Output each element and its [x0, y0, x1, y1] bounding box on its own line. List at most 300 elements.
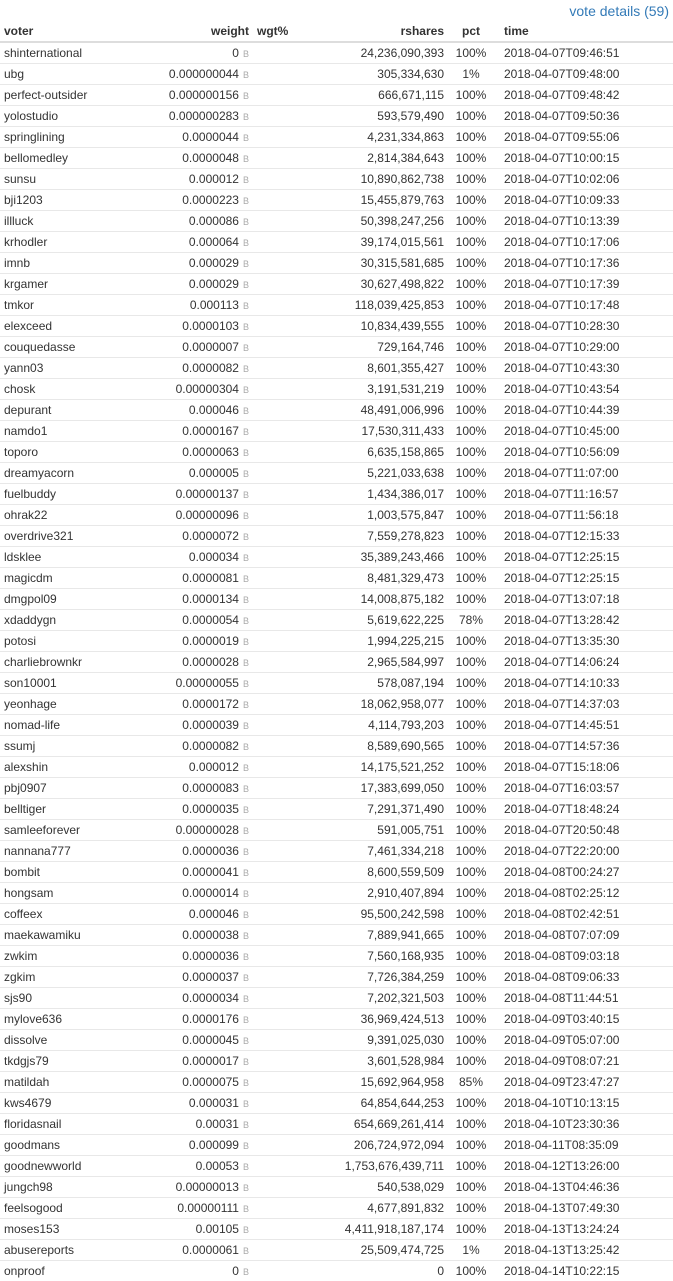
weight-cell: [134, 316, 253, 337]
steem-b-icon: B: [243, 343, 249, 353]
table-row: [0, 400, 673, 421]
table-row: [0, 715, 673, 736]
pct-value: 100%: [448, 484, 494, 505]
vote-time: 2018-04-07T10:17:48: [494, 295, 673, 316]
weight-value: 0.000086: [189, 214, 239, 228]
table-row: [0, 442, 673, 463]
weight-cell: [134, 337, 253, 358]
wgt-percent-cell: [253, 232, 299, 253]
voter-name: sunsu: [0, 169, 134, 190]
wgt-percent-cell: [253, 967, 299, 988]
pct-value: 100%: [448, 673, 494, 694]
rshares-value: 15,455,879,763: [299, 190, 448, 211]
voter-name: imnb: [0, 253, 134, 274]
voter-name: jungch98: [0, 1177, 134, 1198]
voter-name: magicdm: [0, 568, 134, 589]
rshares-value: 1,003,575,847: [299, 505, 448, 526]
vote-time: 2018-04-07T10:43:54: [494, 379, 673, 400]
wgt-percent-cell: [253, 1030, 299, 1051]
rshares-value: 95,500,242,598: [299, 904, 448, 925]
vote-time: 2018-04-07T14:37:03: [494, 694, 673, 715]
pct-value: 100%: [448, 652, 494, 673]
weight-value: 0.0000037: [182, 970, 239, 984]
rshares-value: 1,434,386,017: [299, 484, 448, 505]
steem-b-icon: B: [243, 910, 249, 920]
steem-b-icon: B: [243, 112, 249, 122]
steem-b-icon: B: [243, 469, 249, 479]
weight-value: 0.0000014: [182, 886, 239, 900]
pct-value: 100%: [448, 799, 494, 820]
steem-b-icon: B: [243, 1078, 249, 1088]
vote-time: 2018-04-07T18:48:24: [494, 799, 673, 820]
steem-b-icon: B: [243, 1183, 249, 1193]
vote-time: 2018-04-07T10:17:06: [494, 232, 673, 253]
weight-cell: [134, 1030, 253, 1051]
voter-name: zwkim: [0, 946, 134, 967]
steem-b-icon: B: [243, 91, 249, 101]
weight-cell: [134, 442, 253, 463]
table-row: [0, 1030, 673, 1051]
weight-value: 0.000029: [189, 277, 239, 291]
pct-value: 100%: [448, 106, 494, 127]
weight-value: 0.0000072: [182, 529, 239, 543]
vote-time: 2018-04-10T10:13:15: [494, 1093, 673, 1114]
rshares-value: 7,560,168,935: [299, 946, 448, 967]
weight-value: 0.000000156: [169, 88, 239, 102]
rshares-value: 39,174,015,561: [299, 232, 448, 253]
wgt-percent-cell: [253, 652, 299, 673]
weight-value: 0.0000082: [182, 739, 239, 753]
voter-name: samleeforever: [0, 820, 134, 841]
voter-name: coffeex: [0, 904, 134, 925]
steem-b-icon: B: [243, 217, 249, 227]
table-row: [0, 1219, 673, 1240]
wgt-percent-cell: [253, 988, 299, 1009]
vote-time: 2018-04-09T05:07:00: [494, 1030, 673, 1051]
weight-value: 0.00000137: [176, 487, 239, 501]
voter-name: onproof: [0, 1261, 134, 1281]
steem-b-icon: B: [243, 805, 249, 815]
table-row: [0, 1240, 673, 1261]
rshares-value: 654,669,261,414: [299, 1114, 448, 1135]
weight-value: 0.0000036: [182, 949, 239, 963]
rshares-value: 593,579,490: [299, 106, 448, 127]
steem-b-icon: B: [243, 532, 249, 542]
steem-b-icon: B: [243, 553, 249, 563]
table-row: [0, 1093, 673, 1114]
rshares-value: 7,291,371,490: [299, 799, 448, 820]
pct-value: 85%: [448, 1072, 494, 1093]
rshares-value: 7,461,334,218: [299, 841, 448, 862]
voter-name: tmkor: [0, 295, 134, 316]
pct-value: 1%: [448, 64, 494, 85]
voter-name: mylove636: [0, 1009, 134, 1030]
table-row: [0, 925, 673, 946]
table-row: [0, 253, 673, 274]
vote-time: 2018-04-10T23:30:36: [494, 1114, 673, 1135]
wgt-percent-cell: [253, 1261, 299, 1281]
weight-cell: [134, 463, 253, 484]
weight-value: 0.000000283: [169, 109, 239, 123]
pct-value: 100%: [448, 421, 494, 442]
steem-b-icon: B: [243, 1225, 249, 1235]
rshares-value: 7,559,278,823: [299, 526, 448, 547]
pct-value: 100%: [448, 148, 494, 169]
weight-value: 0.0000103: [182, 319, 239, 333]
pct-value: 100%: [448, 883, 494, 904]
vote-time: 2018-04-07T12:15:33: [494, 526, 673, 547]
votes-table: [0, 21, 673, 1281]
voter-name: tkdgjs79: [0, 1051, 134, 1072]
rshares-value: 14,175,521,252: [299, 757, 448, 778]
steem-b-icon: B: [243, 1015, 249, 1025]
steem-b-icon: B: [243, 847, 249, 857]
pct-value: 100%: [448, 127, 494, 148]
steem-b-icon: B: [243, 1120, 249, 1130]
weight-value: 0.0000176: [182, 1012, 239, 1026]
wgt-percent-cell: [253, 883, 299, 904]
rshares-value: 7,889,941,665: [299, 925, 448, 946]
voter-name: yann03: [0, 358, 134, 379]
pct-value: 100%: [448, 967, 494, 988]
steem-b-icon: B: [243, 1099, 249, 1109]
voter-name: dissolve: [0, 1030, 134, 1051]
wgt-percent-cell: [253, 631, 299, 652]
rshares-value: 8,481,329,473: [299, 568, 448, 589]
steem-b-icon: B: [243, 175, 249, 185]
rshares-value: 17,530,311,433: [299, 421, 448, 442]
vote-time: 2018-04-08T02:25:12: [494, 883, 673, 904]
weight-cell: [134, 925, 253, 946]
rshares-value: 305,334,630: [299, 64, 448, 85]
rshares-value: 8,589,690,565: [299, 736, 448, 757]
pct-value: 100%: [448, 925, 494, 946]
pct-value: 100%: [448, 1114, 494, 1135]
wgt-percent-cell: [253, 42, 299, 64]
steem-b-icon: B: [243, 742, 249, 752]
rshares-value: 7,726,384,259: [299, 967, 448, 988]
wgt-percent-cell: [253, 127, 299, 148]
vote-time: 2018-04-07T15:18:06: [494, 757, 673, 778]
pct-value: 100%: [448, 736, 494, 757]
pct-value: 100%: [448, 232, 494, 253]
weight-value: 0.0000134: [182, 592, 239, 606]
wgt-percent-cell: [253, 400, 299, 421]
wgt-percent-cell: [253, 904, 299, 925]
steem-b-icon: B: [243, 1141, 249, 1151]
vote-time: 2018-04-07T10:45:00: [494, 421, 673, 442]
table-row: [0, 148, 673, 169]
weight-cell: [134, 85, 253, 106]
steem-b-icon: B: [243, 784, 249, 794]
rshares-value: 666,671,115: [299, 85, 448, 106]
wgt-percent-cell: [253, 589, 299, 610]
wgt-percent-cell: [253, 1051, 299, 1072]
weight-cell: [134, 295, 253, 316]
weight-value: 0.0000083: [182, 781, 239, 795]
pct-value: 100%: [448, 253, 494, 274]
rshares-value: 7,202,321,503: [299, 988, 448, 1009]
pct-value: 100%: [448, 1030, 494, 1051]
vote-time: 2018-04-07T10:29:00: [494, 337, 673, 358]
weight-cell: [134, 1177, 253, 1198]
pct-value: 100%: [448, 1261, 494, 1281]
weight-cell: [134, 652, 253, 673]
wgt-percent-cell: [253, 1156, 299, 1177]
pct-value: 100%: [448, 85, 494, 106]
weight-value: 0.0000041: [182, 865, 239, 879]
pct-value: 100%: [448, 211, 494, 232]
weight-value: 0.0000035: [182, 802, 239, 816]
steem-b-icon: B: [243, 322, 249, 332]
rshares-value: 18,062,958,077: [299, 694, 448, 715]
wgt-percent-cell: [253, 211, 299, 232]
rshares-value: 35,389,243,466: [299, 547, 448, 568]
vote-time: 2018-04-07T11:16:57: [494, 484, 673, 505]
wgt-percent-cell: [253, 85, 299, 106]
table-row: [0, 1261, 673, 1281]
weight-cell: [134, 988, 253, 1009]
vote-time: 2018-04-07T10:56:09: [494, 442, 673, 463]
weight-cell: [134, 568, 253, 589]
table-row: [0, 421, 673, 442]
wgt-percent-cell: [253, 736, 299, 757]
rshares-value: 48,491,006,996: [299, 400, 448, 421]
pct-value: 100%: [448, 589, 494, 610]
column-header-rshares: rshares: [299, 21, 448, 42]
voter-name: ssumj: [0, 736, 134, 757]
voter-name: chosk: [0, 379, 134, 400]
voter-name: charliebrownkr: [0, 652, 134, 673]
pct-value: 78%: [448, 610, 494, 631]
vote-time: 2018-04-07T11:56:18: [494, 505, 673, 526]
weight-value: 0.0000172: [182, 697, 239, 711]
steem-b-icon: B: [243, 931, 249, 941]
table-row: [0, 694, 673, 715]
pct-value: 100%: [448, 904, 494, 925]
weight-value: 0.000034: [189, 550, 239, 564]
rshares-value: 10,834,439,555: [299, 316, 448, 337]
wgt-percent-cell: [253, 379, 299, 400]
steem-b-icon: B: [243, 1204, 249, 1214]
vote-time: 2018-04-07T09:50:36: [494, 106, 673, 127]
voter-name: depurant: [0, 400, 134, 421]
vote-time: 2018-04-07T10:28:30: [494, 316, 673, 337]
wgt-percent-cell: [253, 148, 299, 169]
voter-name: kws4679: [0, 1093, 134, 1114]
weight-value: 0.0000075: [182, 1075, 239, 1089]
voter-name: pbj0907: [0, 778, 134, 799]
weight-cell: [134, 715, 253, 736]
rshares-value: 24,236,090,393: [299, 42, 448, 64]
pct-value: 100%: [448, 694, 494, 715]
rshares-value: 6,635,158,865: [299, 442, 448, 463]
wgt-percent-cell: [253, 568, 299, 589]
wgt-percent-cell: [253, 715, 299, 736]
steem-b-icon: B: [243, 700, 249, 710]
voter-name: toporo: [0, 442, 134, 463]
voter-name: belltiger: [0, 799, 134, 820]
weight-value: 0.000031: [189, 1096, 239, 1110]
vote-time: 2018-04-07T13:35:30: [494, 631, 673, 652]
pct-value: 100%: [448, 1093, 494, 1114]
table-row: [0, 610, 673, 631]
table-row: [0, 274, 673, 295]
weight-cell: [134, 526, 253, 547]
weight-cell: [134, 799, 253, 820]
steem-b-icon: B: [243, 259, 249, 269]
weight-cell: [134, 148, 253, 169]
rshares-value: 3,601,528,984: [299, 1051, 448, 1072]
table-row: [0, 505, 673, 526]
steem-b-icon: B: [243, 385, 249, 395]
voter-name: overdrive321: [0, 526, 134, 547]
weight-cell: [134, 673, 253, 694]
pct-value: 100%: [448, 295, 494, 316]
vote-time: 2018-04-08T11:44:51: [494, 988, 673, 1009]
pct-value: 100%: [448, 1156, 494, 1177]
weight-cell: [134, 190, 253, 211]
table-row: [0, 85, 673, 106]
weight-value: 0.000000044: [169, 67, 239, 81]
voter-name: potosi: [0, 631, 134, 652]
vote-time: 2018-04-07T13:07:18: [494, 589, 673, 610]
vote-time: 2018-04-07T14:45:51: [494, 715, 673, 736]
vote-time: 2018-04-07T09:48:00: [494, 64, 673, 85]
steem-b-icon: B: [243, 196, 249, 206]
wgt-percent-cell: [253, 64, 299, 85]
rshares-value: 17,383,699,050: [299, 778, 448, 799]
vote-time: 2018-04-07T14:06:24: [494, 652, 673, 673]
vote-time: 2018-04-08T00:24:27: [494, 862, 673, 883]
table-row: [0, 547, 673, 568]
weight-value: 0.000012: [189, 172, 239, 186]
pct-value: 100%: [448, 379, 494, 400]
weight-cell: [134, 1156, 253, 1177]
wgt-percent-cell: [253, 358, 299, 379]
weight-cell: [134, 42, 253, 64]
pct-value: 100%: [448, 1177, 494, 1198]
pct-value: 100%: [448, 1198, 494, 1219]
weight-cell: [134, 400, 253, 421]
table-row: [0, 1114, 673, 1135]
weight-cell: [134, 904, 253, 925]
rshares-value: 591,005,751: [299, 820, 448, 841]
weight-cell: [134, 736, 253, 757]
weight-value: 0.00000055: [176, 676, 239, 690]
rshares-value: 578,087,194: [299, 673, 448, 694]
rshares-value: 118,039,425,853: [299, 295, 448, 316]
steem-b-icon: B: [243, 427, 249, 437]
vote-time: 2018-04-07T14:10:33: [494, 673, 673, 694]
weight-cell: [134, 1261, 253, 1281]
weight-cell: [134, 883, 253, 904]
pct-value: 100%: [448, 463, 494, 484]
steem-b-icon: B: [243, 679, 249, 689]
table-row: [0, 127, 673, 148]
table-row: [0, 988, 673, 1009]
weight-value: 0.0000036: [182, 844, 239, 858]
steem-b-icon: B: [243, 1162, 249, 1172]
weight-cell: [134, 757, 253, 778]
voter-name: shinternational: [0, 42, 134, 64]
vote-time: 2018-04-07T09:55:06: [494, 127, 673, 148]
weight-value: 0.0000007: [182, 340, 239, 354]
voter-name: ubg: [0, 64, 134, 85]
table-row: [0, 1177, 673, 1198]
rshares-value: 1,994,225,215: [299, 631, 448, 652]
table-row: [0, 568, 673, 589]
weight-cell: [134, 967, 253, 988]
pct-value: 100%: [448, 1009, 494, 1030]
voter-name: dmgpol09: [0, 589, 134, 610]
pct-value: 100%: [448, 42, 494, 64]
wgt-percent-cell: [253, 526, 299, 547]
weight-cell: [134, 1009, 253, 1030]
weight-cell: [134, 421, 253, 442]
voter-name: dreamyacorn: [0, 463, 134, 484]
wgt-percent-cell: [253, 442, 299, 463]
steem-b-icon: B: [243, 1036, 249, 1046]
vote-time: 2018-04-07T10:17:36: [494, 253, 673, 274]
vote-time: 2018-04-14T10:22:15: [494, 1261, 673, 1281]
voter-name: matildah: [0, 1072, 134, 1093]
vote-time: 2018-04-07T22:20:00: [494, 841, 673, 862]
table-row: [0, 211, 673, 232]
voter-name: perfect-outsider: [0, 85, 134, 106]
vote-details-link[interactable]: vote details (59): [569, 3, 669, 19]
column-header-time: time: [494, 21, 673, 42]
voter-name: springlining: [0, 127, 134, 148]
column-header-pct: pct: [448, 21, 494, 42]
table-row: [0, 967, 673, 988]
rshares-value: 4,411,918,187,174: [299, 1219, 448, 1240]
weight-cell: [134, 232, 253, 253]
vote-time: 2018-04-07T16:03:57: [494, 778, 673, 799]
rshares-value: 206,724,972,094: [299, 1135, 448, 1156]
wgt-percent-cell: [253, 295, 299, 316]
wgt-percent-cell: [253, 463, 299, 484]
steem-b-icon: B: [243, 1267, 249, 1277]
rshares-value: 5,619,622,225: [299, 610, 448, 631]
weight-value: 0.000046: [189, 403, 239, 417]
table-row: [0, 295, 673, 316]
table-row: [0, 232, 673, 253]
rshares-value: 3,191,531,219: [299, 379, 448, 400]
rshares-value: 540,538,029: [299, 1177, 448, 1198]
vote-time: 2018-04-07T10:13:39: [494, 211, 673, 232]
wgt-percent-cell: [253, 610, 299, 631]
rshares-value: 10,890,862,738: [299, 169, 448, 190]
weight-value: 0.0000061: [182, 1243, 239, 1257]
voter-name: krhodler: [0, 232, 134, 253]
wgt-percent-cell: [253, 1072, 299, 1093]
weight-value: 0.000046: [189, 907, 239, 921]
weight-cell: [134, 505, 253, 526]
wgt-percent-cell: [253, 673, 299, 694]
table-row: [0, 64, 673, 85]
steem-b-icon: B: [243, 889, 249, 899]
vote-time: 2018-04-09T23:47:27: [494, 1072, 673, 1093]
table-header-row: [0, 21, 673, 42]
table-row: [0, 862, 673, 883]
rshares-value: 64,854,644,253: [299, 1093, 448, 1114]
voter-name: bombit: [0, 862, 134, 883]
steem-b-icon: B: [243, 133, 249, 143]
voter-name: yolostudio: [0, 106, 134, 127]
wgt-percent-cell: [253, 820, 299, 841]
vote-time: 2018-04-11T08:35:09: [494, 1135, 673, 1156]
